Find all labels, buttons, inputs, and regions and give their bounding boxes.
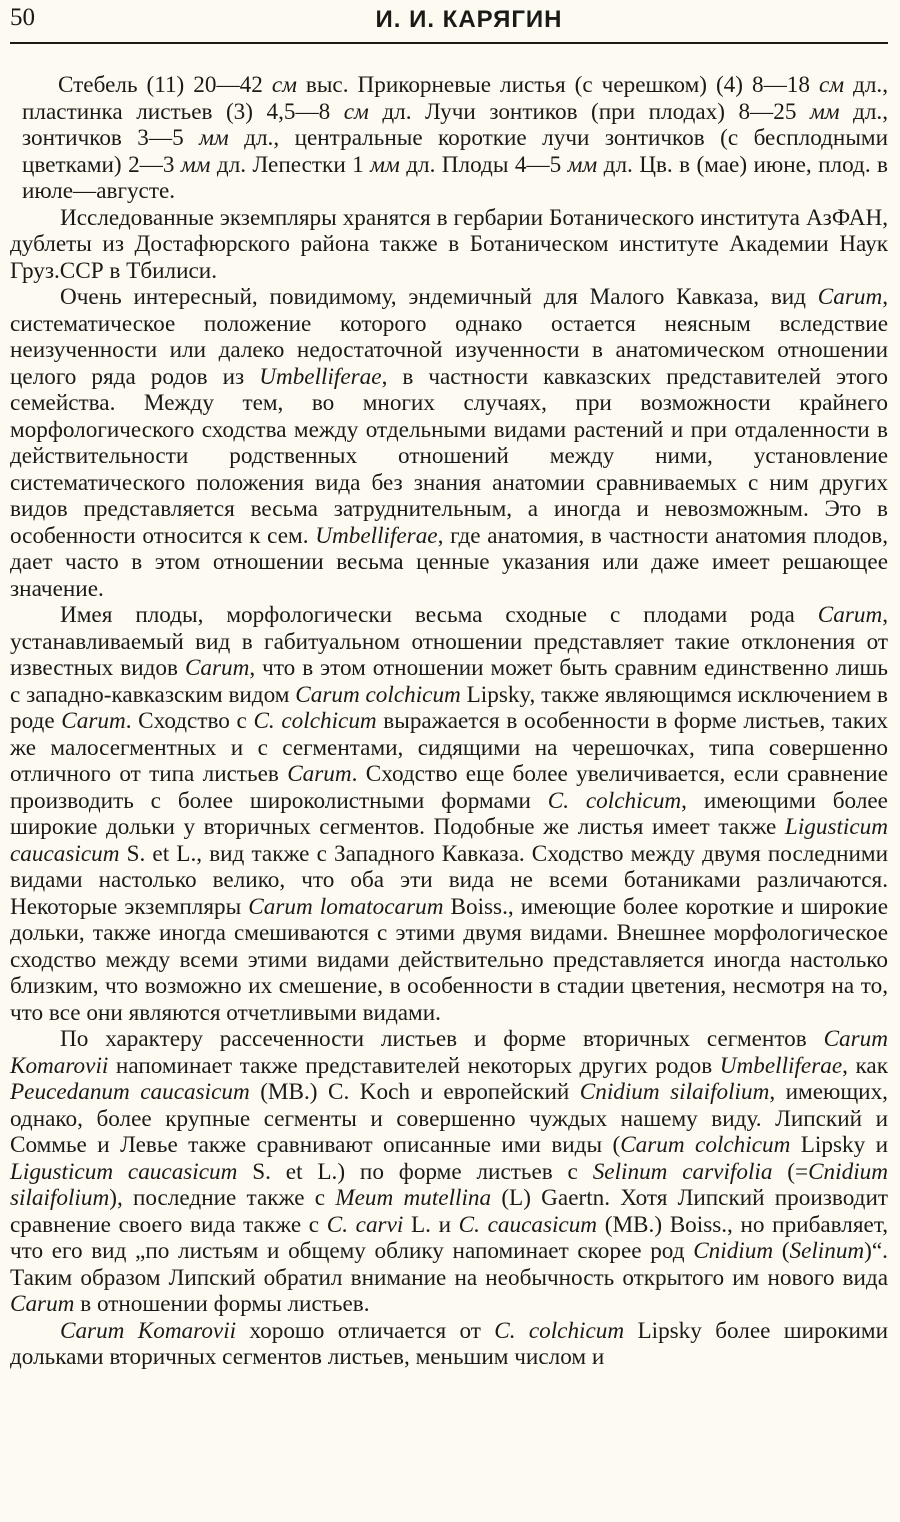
text-run: , имеющих, однако, более крупные сегменты и совершенно чуждых нашему виду. Липский и Соммье и Левье также сравнивают описанные ими виды ( xyxy=(10,1079,888,1158)
text-run: S. et L., вид также с Западного Кавказа. Сходство между двумя последними видами настолько велико, что оба эти вида не всеми ботаниками различаются. Некоторые экземпляры xyxy=(10,840,888,920)
text-run: , где анатомия, в частности анатомия плодов, дает часто в этом отношении весьма ценные указания или даже имеет решающее значение. xyxy=(10,522,889,602)
body-text xyxy=(10,72,888,1371)
text-run: дл. Плоды 4—5 xyxy=(399,151,568,178)
italic-term: см xyxy=(818,72,845,98)
text-run: дл., центральные короткие лучи зонтичков (с бесплодными цветками) 2—3 xyxy=(22,125,888,178)
italic-term: Meum mutellina xyxy=(335,1185,492,1211)
paragraph xyxy=(10,602,888,1026)
text-run: L. и xyxy=(403,1211,459,1238)
text-run: Lipsky и xyxy=(790,1132,889,1158)
italic-term: Ligusticum caucasicum xyxy=(10,814,888,867)
italic-term: мм xyxy=(199,125,229,151)
italic-term: мм xyxy=(370,151,400,178)
italic-term: Carum Komarovii xyxy=(60,1317,237,1344)
italic-term: Carum xyxy=(817,284,883,310)
text-run: S. et L.) по форме листьев с xyxy=(237,1158,593,1185)
paragraph xyxy=(10,284,888,602)
text-run: Стебель (11) 20—42 xyxy=(58,72,272,98)
running-title: И. И. КАРЯГИН xyxy=(375,6,563,33)
text-run: , имеющими более широкие дольки у вторичных сегментов. Подобные же листья имеет также xyxy=(10,787,888,840)
text-run: )“. Таким образом Липский обратил внимание на необычность открытого им нового вида xyxy=(10,1238,888,1291)
italic-term: Carum xyxy=(817,602,883,628)
page-number: 50 xyxy=(10,4,35,31)
italic-term: мм xyxy=(180,151,211,178)
text-run: дл. Цв. в (мае) июне, плод. в июле—августе. xyxy=(22,151,888,204)
text-run: хорошо отличается от xyxy=(236,1317,495,1344)
text-run: . Сходство еще более увеличивается, если сравнение производить с более широколистными формами xyxy=(10,761,888,814)
italic-term: см xyxy=(343,98,369,125)
text-run: (L) Gaertn. Хотя Липский производит сравнение своего вида также с xyxy=(10,1185,888,1238)
page-header xyxy=(10,0,888,44)
text-run: Очень интересный, повидимому, эндемичный для Малого Кавказа, вид xyxy=(60,284,818,310)
italic-term: Selinum carvifolia xyxy=(592,1158,773,1185)
italic-term: Cnidium silaifolium xyxy=(10,1158,888,1211)
italic-term: C. carvi xyxy=(326,1211,404,1238)
text-run: , в частности кавказских представителей этого семейства. Между тем, во многих случаях, при возможности крайнего морфологического сходства между отдельными видами растений и при отдаленности в действительности родственных отношений между ними, установление систематического положения вида без знания анатомии сравниваемых с ним других видов представляется весьма затруднительным, а иногда и невозможным. Это в особенности относится к сем. xyxy=(10,363,888,549)
text-run: (MB.) Boiss., но прибавляет, что его вид „по листьям и общему облику напоминает скорее род xyxy=(10,1211,889,1264)
text-run: (= xyxy=(772,1158,809,1185)
italic-term: C. colchicum xyxy=(547,787,682,814)
italic-term: Carum colchicum xyxy=(620,1132,791,1158)
paragraph xyxy=(10,205,888,285)
text-run: дл., зонтичков 3—5 xyxy=(22,98,889,151)
italic-term: Carum xyxy=(61,708,126,734)
italic-term: Cnidium xyxy=(693,1238,774,1264)
text-run: Boiss., имеющие более короткие и широкие дольки, также иногда смешиваются с этими двумя видами. Внешнее морфологическое сходство между всеми этими видами действительно представляется иногда настолько близким, что возможно их смешение, в особенности в стадии цветения, несмотря на то, что все они являются отчетливыми видами. xyxy=(10,893,888,1026)
italic-term: Peucedanum caucasicum xyxy=(10,1079,250,1105)
italic-term: C. colchicum xyxy=(253,708,377,734)
text-run: дл. Лучи зонтиков (при плодах) 8—25 xyxy=(368,98,810,125)
italic-term: C. caucasicum xyxy=(458,1211,598,1238)
text-run: Lipsky, также являющимся исключением в роде xyxy=(10,681,888,734)
text-run: дл., пластинка листьев (3) 4,5—8 xyxy=(22,72,888,125)
italic-term: Umbelliferae xyxy=(259,363,382,390)
text-run: По характеру рассеченности листьев и форме вторичных сегментов xyxy=(60,1026,824,1052)
text-run: напоминает также представителей некоторых других родов xyxy=(108,1052,720,1079)
text-run: , устанавливаемый вид в габитуальном отношении представляет такие отклонения от известных видов xyxy=(10,602,888,681)
italic-term: Cnidium silaifolium xyxy=(579,1079,770,1105)
text-run: ), последние также с xyxy=(109,1185,336,1211)
text-run: выс. Прикорневые листья (с черешком) (4) 8—18 xyxy=(296,72,819,98)
text-run: выражается в особенности в форме листьев, таких же малосегментных и с сегментами, сидящими на черешочках, типа совершенно отличного от типа листьев xyxy=(10,708,888,787)
italic-term: Umbelliferae xyxy=(719,1052,843,1079)
italic-term: мм xyxy=(809,98,840,125)
italic-term: мм xyxy=(567,151,598,178)
text-run: Lipsky более широкими дольками вторичных сегментов листьев, меньшим числом и xyxy=(10,1317,888,1370)
text-run: . Сходство с xyxy=(125,708,254,734)
italic-term: Ligusticum caucasicum xyxy=(10,1158,238,1185)
italic-term: Carum colchicum xyxy=(295,681,461,708)
text-run: , систематическое положение которого однако остается неясным вследствие неизученности или далеко недостаточной изученности в анатомическом отношении целого ряда родов из xyxy=(10,284,888,390)
text-run: ( xyxy=(773,1238,790,1264)
italic-term: Selinum xyxy=(789,1238,865,1264)
italic-term: Umbelliferae xyxy=(315,522,438,549)
text-run: , как xyxy=(842,1052,888,1079)
paragraph xyxy=(10,1318,888,1371)
italic-term: Carum Komarovii xyxy=(10,1026,888,1079)
italic-term: C. colchicum xyxy=(494,1317,625,1344)
paragraph xyxy=(10,1026,888,1318)
text-run: (MB.) C. Koch и европейский xyxy=(249,1079,580,1105)
text-run: , что в этом отношении может быть сравним единственно лишь с западно-кавказским видом xyxy=(10,655,888,708)
italic-term: Carum lomatocarum xyxy=(248,893,444,920)
text-run: дл. Лепестки 1 xyxy=(210,151,371,178)
paragraph xyxy=(22,72,888,205)
italic-term: см xyxy=(271,72,297,98)
text-run: в отношении формы листьев. xyxy=(74,1291,370,1317)
text-run: Имея плоды, морфологически весьма сходные с плодами рода xyxy=(60,602,818,628)
text-run: Исследованные экземпляры хранятся в гербарии Ботанического института АзФАН, дублеты из Достафюрского района также в Ботаническом институте Академии Наук Груз.ССР в Тбилиси. xyxy=(10,204,888,284)
italic-term: Carum xyxy=(287,761,352,787)
italic-term: Carum xyxy=(10,1291,75,1317)
italic-term: Carum xyxy=(184,655,250,681)
